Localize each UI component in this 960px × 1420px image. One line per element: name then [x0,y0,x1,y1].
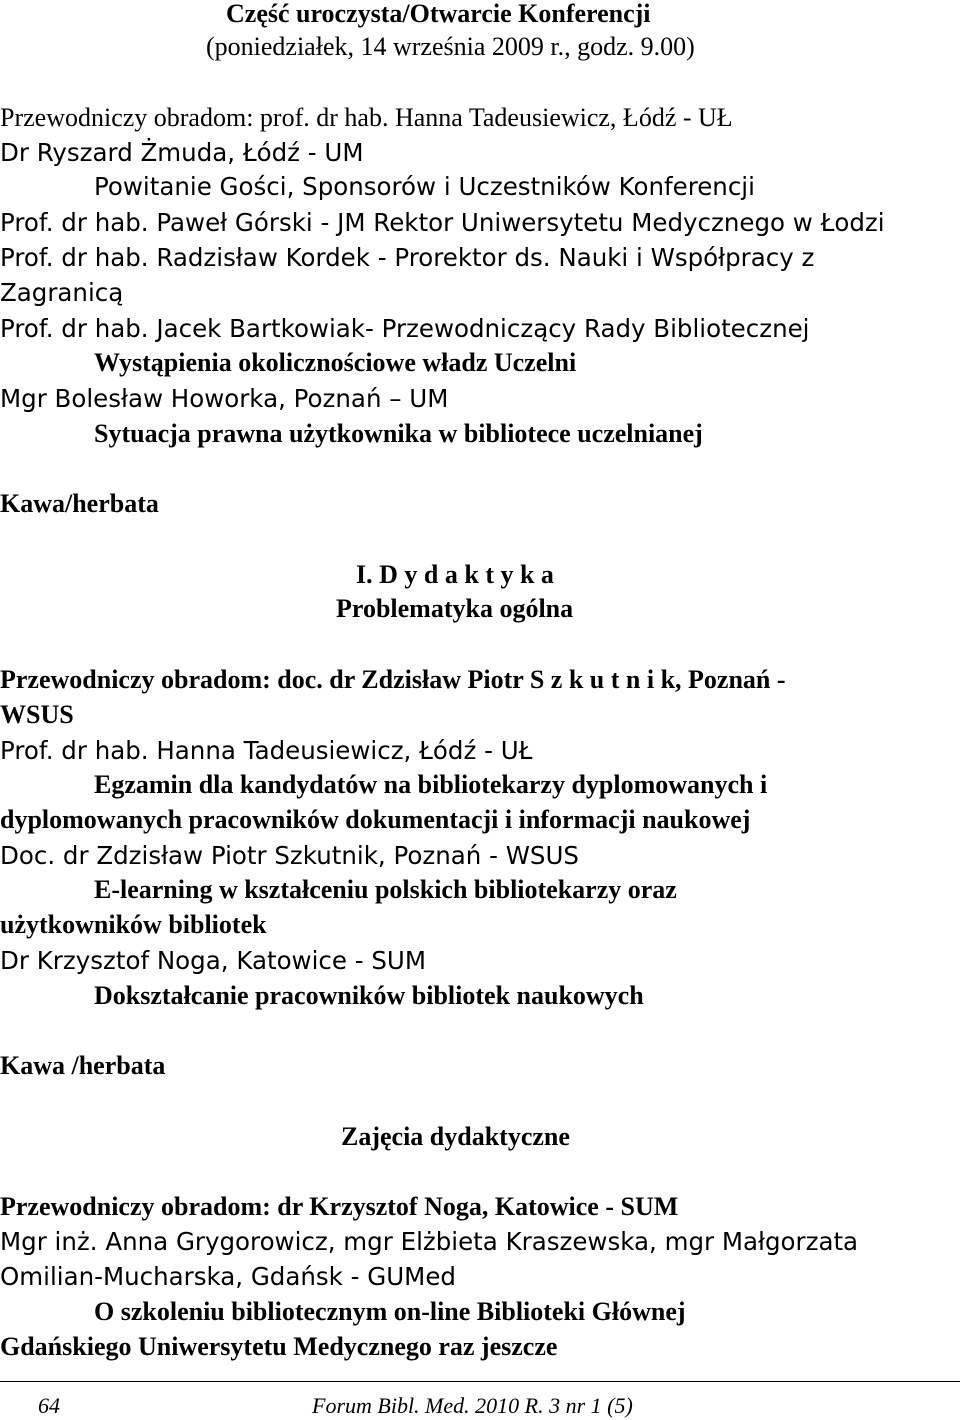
section-1-chair-line-2: WSUS [0,700,74,729]
opening-title: Część uroczysta/Otwarcie Konferencji [226,0,651,28]
section-1-talk-1-line-1: Egzamin dla kandydatów na bibliotekarzy dyplomowanych i [94,770,768,799]
section-2-speaker-1-line-1: Mgr inż. Anna Grygorowicz, mgr Elżbieta Kraszewska, mgr Małgorzata [0,1227,859,1256]
opening-speaker-3-line-2: Zagranicą [0,278,124,307]
opening-chair: Przewodniczy obradom: prof. dr hab. Hanna Tadeusiewicz, Łódź - UŁ [0,103,733,132]
section-1-speaker-2: Doc. dr Zdzisław Piotr Szkutnik, Poznań - WSUS [0,841,579,870]
opening-speaker-3-line-1: Prof. dr hab. Radzisław Kordek - Prorektor ds. Nauki i Współpracy z [0,243,815,272]
journal-citation: Forum Bibl. Med. 2010 R. 3 nr 1 (5) [312,1393,633,1418]
page-number: 64 [38,1393,60,1418]
coffee-break-1: Kawa/herbata [0,489,159,518]
section-2-chair: Przewodniczy obradom: dr Krzysztof Noga, Katowice - SUM [0,1192,679,1221]
opening-speaker-1: Dr Ryszard Żmuda, Łódź - UM [0,138,364,167]
opening-talk-2: Wystąpienia okolicznościowe władz Uczelni [94,348,577,377]
section-2-talk-1-line-2: Gdańskiego Uniwersytetu Medycznego raz jeszcze [0,1332,558,1361]
section-1-talk-2-line-1: E-learning w kształceniu polskich bibliotekarzy oraz [94,875,677,904]
section-1-speaker-1: Prof. dr hab. Hanna Tadeusiewicz, Łódź - UŁ [0,736,533,765]
footer-divider [0,1381,960,1382]
opening-talk-3: Sytuacja prawna użytkownika w bibliotece uczelnianej [94,419,703,448]
section-1-talk-2-line-2: użytkowników bibliotek [0,910,267,939]
coffee-break-2: Kawa /herbata [0,1051,166,1080]
section-2-title: Zajęcia dydaktyczne [341,1122,570,1151]
opening-date: (poniedziałek, 14 września 2009 r., godz. 9.00) [206,32,695,61]
section-1-title: I. D y d a k t y k a [356,560,554,589]
opening-speaker-4: Prof. dr hab. Jacek Bartkowiak- Przewodniczący Rady Bibliotecznej [0,314,810,343]
opening-speaker-2: Prof. dr hab. Paweł Górski - JM Rektor Uniwersytetu Medycznego w Łodzi [0,208,885,237]
section-1-talk-1-line-2: dyplomowanych pracowników dokumentacji i informacji naukowej [0,805,751,834]
section-2-speaker-1-line-2: Omilian-Mucharska, Gdańsk - GUMed [0,1262,456,1291]
section-1-speaker-3: Dr Krzysztof Noga, Katowice - SUM [0,946,426,975]
section-1-subtitle: Problematyka ogólna [336,594,574,623]
section-1-talk-3: Dokształcanie pracowników bibliotek naukowych [94,981,644,1010]
opening-speaker-5: Mgr Bolesław Howorka, Poznań – UM [0,384,449,413]
section-2-talk-1-line-1: O szkoleniu bibliotecznym on-line Biblioteki Głównej [94,1297,686,1326]
section-1-chair-line-1: Przewodniczy obradom: doc. dr Zdzisław Piotr S z k u t n i k, Poznań - [0,665,786,694]
opening-talk-1: Powitanie Gości, Sponsorów i Uczestników Konferencji [94,172,755,201]
